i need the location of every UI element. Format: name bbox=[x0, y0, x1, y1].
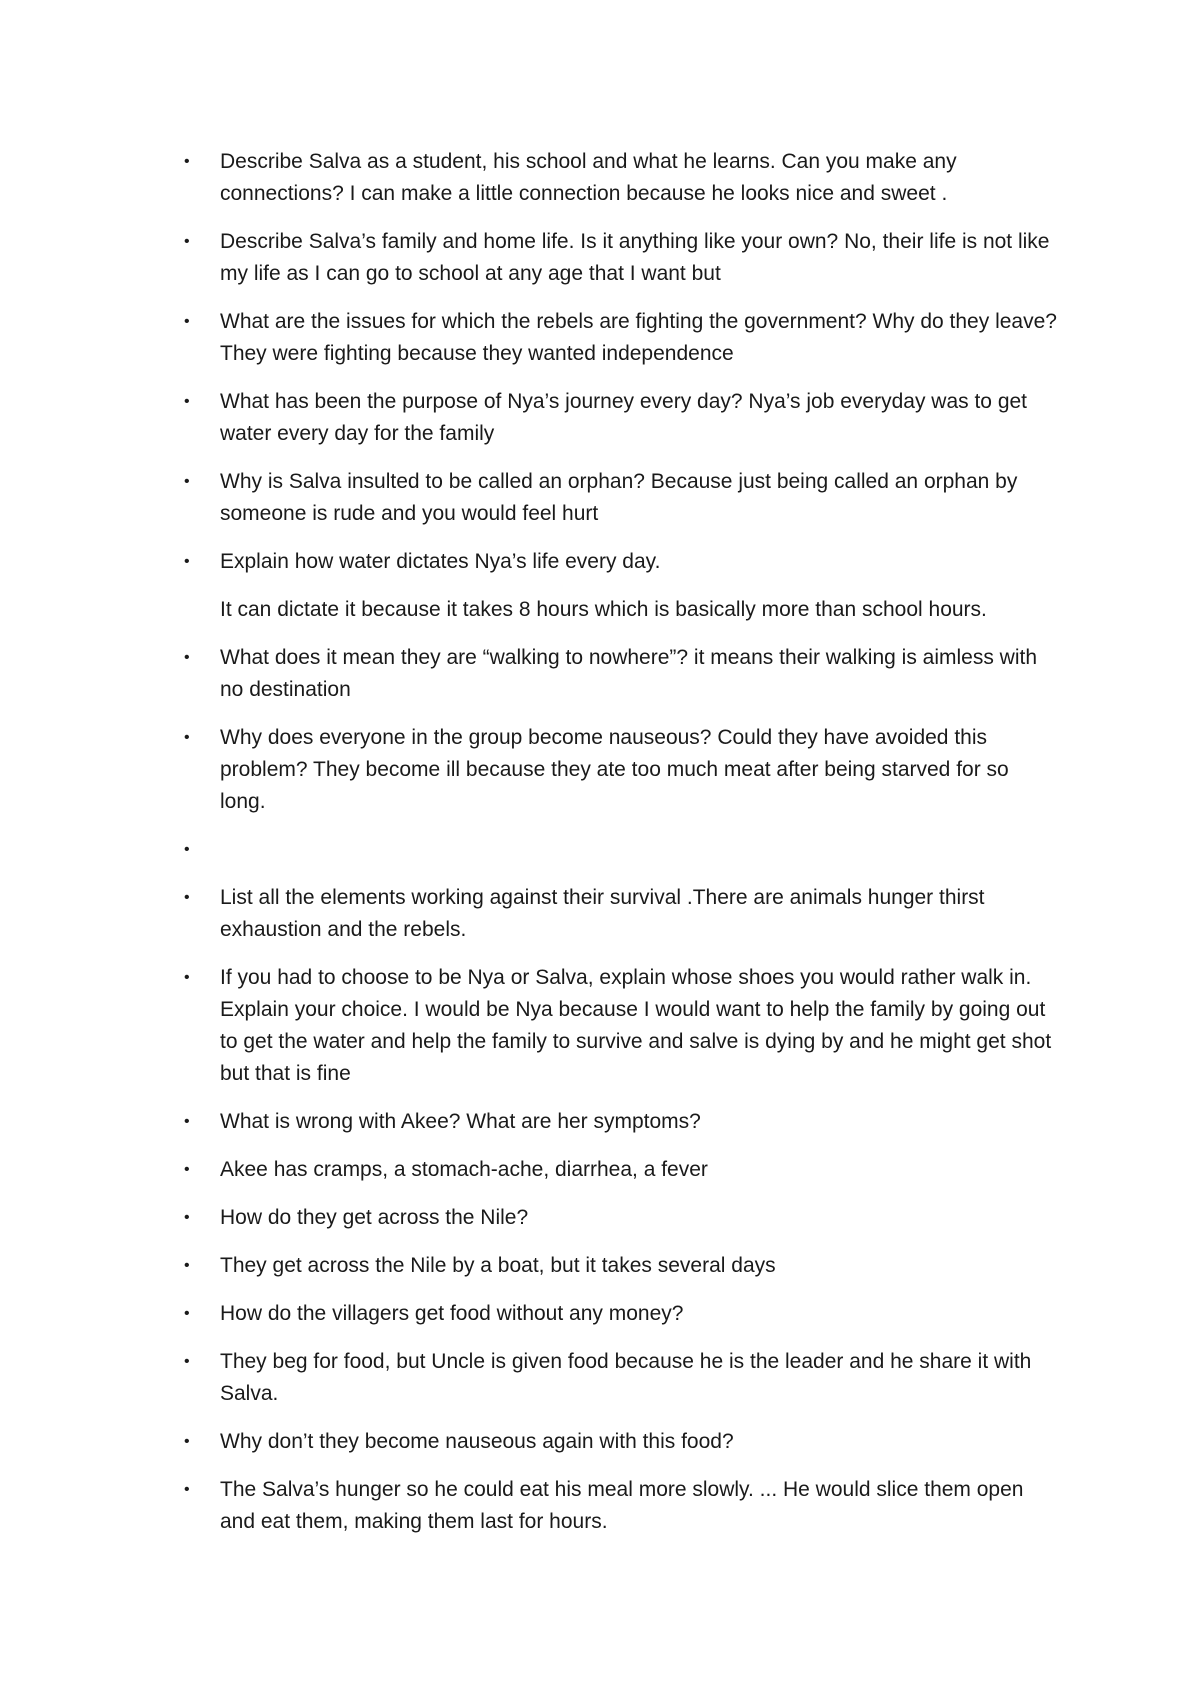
bullet-icon: • bbox=[184, 393, 190, 410]
list-item bbox=[180, 962, 1060, 1090]
bullet-icon: • bbox=[184, 1257, 190, 1274]
item-text: How do the villagers get food without any money? bbox=[220, 1302, 684, 1325]
list-item bbox=[180, 466, 1060, 530]
item-text: Describe Salva as a student, his school and what he learns. Can you make any connections? I can make a little connection because he looks nice and sweet . bbox=[220, 150, 957, 205]
item-text: Explain how water dictates Nya’s life every day. bbox=[220, 550, 661, 573]
list-item bbox=[180, 1426, 1060, 1458]
bullet-icon: • bbox=[184, 969, 190, 986]
list-item bbox=[180, 1474, 1060, 1538]
bullet-icon: • bbox=[184, 313, 190, 330]
bullet-icon: • bbox=[184, 233, 190, 250]
bullet-icon: • bbox=[184, 889, 190, 906]
bullet-icon: • bbox=[184, 1353, 190, 1370]
list-item bbox=[180, 1250, 1060, 1282]
item-text: What has been the purpose of Nya’s journey every day? Nya’s job everyday was to get water every day for the family bbox=[220, 390, 1028, 445]
item-text: What does it mean they are “walking to nowhere”? it means their walking is aimless with no destination bbox=[220, 646, 1038, 701]
list-item bbox=[180, 226, 1060, 290]
paragraph bbox=[180, 594, 1060, 626]
item-text: They get across the Nile by a boat, but it takes several days bbox=[220, 1254, 776, 1277]
bullet-icon: • bbox=[184, 473, 190, 490]
bullet-icon: • bbox=[184, 1305, 190, 1322]
item-text: How do they get across the Nile? bbox=[220, 1206, 529, 1229]
list-item bbox=[180, 1106, 1060, 1138]
empty-list-item bbox=[180, 834, 1060, 866]
list-item bbox=[180, 722, 1060, 818]
item-text: List all the elements working against their survival .There are animals hunger thirst exhaustion and the rebels. bbox=[220, 886, 985, 941]
list-item bbox=[180, 386, 1060, 450]
item-text: It can dictate it because it takes 8 hours which is basically more than school hours. bbox=[220, 598, 987, 621]
question-answer-list bbox=[180, 146, 1060, 1554]
bullet-icon: • bbox=[184, 729, 190, 746]
item-text: Describe Salva’s family and home life. Is it anything like your own? No, their life is not like my life as I can go to school at any age that I want but bbox=[220, 230, 1050, 285]
list-item bbox=[180, 882, 1060, 946]
bullet-icon: • bbox=[184, 649, 190, 666]
list-item bbox=[180, 306, 1060, 370]
bullet-icon: • bbox=[184, 1161, 190, 1178]
list-item bbox=[180, 546, 1060, 578]
list-item bbox=[180, 146, 1060, 210]
item-text: Why is Salva insulted to be called an orphan? Because just being called an orphan by someone is rude and you would feel hurt bbox=[220, 470, 1018, 525]
item-text: What is wrong with Akee? What are her symptoms? bbox=[220, 1110, 701, 1133]
item-text: Why don’t they become nauseous again with this food? bbox=[220, 1430, 734, 1453]
item-text: Why does everyone in the group become nauseous? Could they have avoided this problem? They become ill because they ate too much meat after being starved for so long. bbox=[220, 726, 1009, 813]
item-text: They beg for food, but Uncle is given food because he is the leader and he share it with Salva. bbox=[220, 1350, 1032, 1405]
item-text: The Salva’s hunger so he could eat his meal more slowly. ... He would slice them open and eat them, making them last for hours. bbox=[220, 1478, 1024, 1533]
list-item bbox=[180, 1298, 1060, 1330]
list-item bbox=[180, 642, 1060, 706]
list-item bbox=[180, 1202, 1060, 1234]
bullet-icon: • bbox=[184, 1481, 190, 1498]
bullet-icon: • bbox=[184, 1209, 190, 1226]
item-text: Akee has cramps, a stomach-ache, diarrhea, a fever bbox=[220, 1158, 708, 1181]
item-text: What are the issues for which the rebels are fighting the government? Why do they leave? They were fighting because they wanted independence bbox=[220, 310, 1057, 365]
bullet-icon: • bbox=[184, 553, 190, 570]
list-item bbox=[180, 1346, 1060, 1410]
bullet-icon: • bbox=[184, 1113, 190, 1130]
bullet-icon: • bbox=[184, 153, 190, 170]
bullet-icon: • bbox=[184, 1433, 190, 1450]
list-item bbox=[180, 1154, 1060, 1186]
bullet-icon: • bbox=[184, 841, 190, 858]
item-text: If you had to choose to be Nya or Salva, explain whose shoes you would rather walk in. Explain your choice. I would be Nya because I would want to help the family by going out to get the water and help the family to survive and salve is dying by and he might get shot but that is fine bbox=[220, 966, 1052, 1085]
